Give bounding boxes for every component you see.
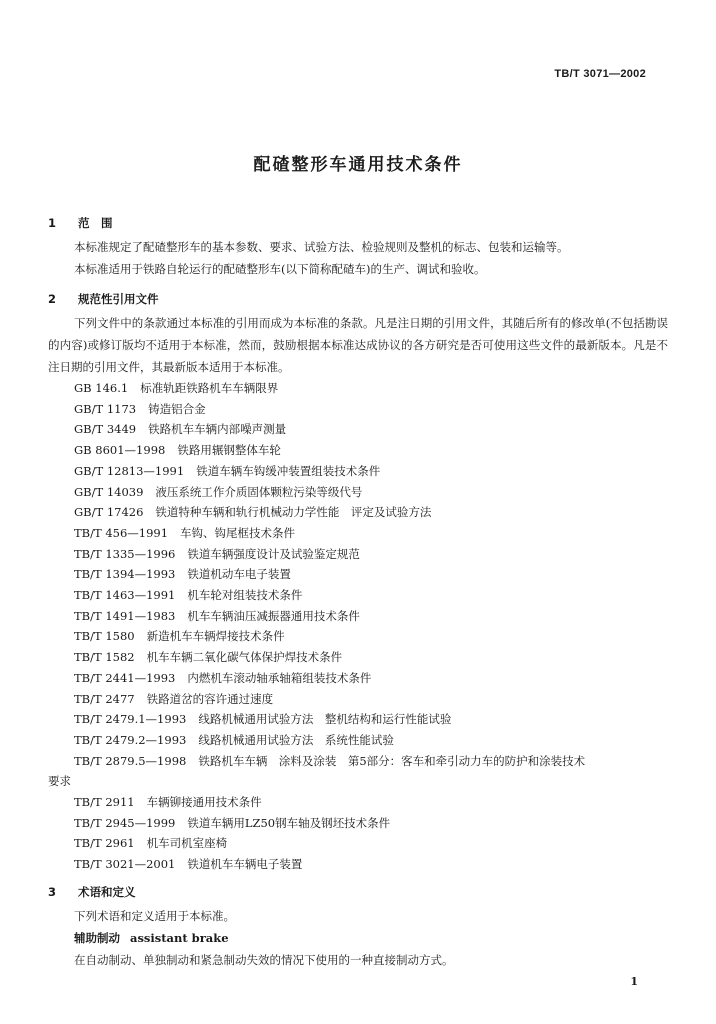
reference-item — [48, 419, 668, 440]
reference-item — [48, 813, 668, 834]
reference-code: GB 146.1 — [74, 381, 129, 395]
section-1-heading — [48, 212, 668, 234]
reference-title: 铁道车辆强度设计及试验鉴定规范 — [187, 546, 360, 561]
reference-code: TB/T 1394—1993 — [74, 567, 176, 582]
reference-item — [48, 564, 668, 585]
reference-code: GB 8601—1998 — [74, 443, 166, 458]
reference-code: TB/T 1335—1996 — [74, 546, 176, 561]
reference-title: 铸造铝合金 — [148, 401, 206, 416]
reference-item — [48, 730, 668, 751]
reference-list — [48, 378, 668, 875]
reference-title: 铁路道岔的容许通过速度 — [146, 691, 274, 706]
reference-item — [48, 689, 668, 710]
reference-item — [48, 378, 668, 399]
reference-code: TB/T 1491—1983 — [74, 608, 176, 623]
reference-code: TB/T 2479.1—1993 — [74, 712, 187, 727]
reference-title: 线路机械通用试验方法 整机结构和运行性能试验 — [198, 712, 452, 727]
reference-title: 机车车辆油压减振器通用技术条件 — [187, 608, 360, 623]
reference-code: TB/T 1582 — [74, 650, 135, 665]
reference-item — [48, 461, 668, 482]
section-2-heading — [48, 288, 668, 310]
reference-title: 铁道机动车电子装置 — [187, 567, 291, 582]
reference-title: 铁道车辆车钩缓冲装置组装技术条件 — [196, 463, 381, 478]
reference-title-tail: 要求 — [48, 774, 71, 789]
reference-item — [48, 440, 668, 461]
reference-title: 车钩、钩尾框技术条件 — [180, 525, 296, 540]
reference-code: GB/T 17426 — [74, 505, 144, 520]
section-title: 范 围 — [78, 216, 113, 230]
paragraph: 本标准适用于铁路自轮运行的配碴整形车(以下简称配碴车)的生产、调试和验收。 — [74, 262, 486, 276]
reference-item — [48, 854, 668, 875]
term-entry — [48, 927, 668, 949]
paragraph: 本标准规定了配碴整形车的基本参数、要求、试验方法、检验规则及整机的标志、包装和运输等。 — [74, 240, 569, 254]
standard-code: TB/T 3071—2002 — [554, 68, 646, 80]
reference-code: TB/T 456—1991 — [74, 525, 169, 540]
reference-title: 铁道车辆用LZ50钢车轴及钢坯技术条件 — [187, 815, 391, 830]
reference-title: 标准轨距铁路机车车辆限界 — [140, 381, 279, 395]
term-english: assistant brake — [130, 930, 229, 945]
section-number: 2 — [48, 292, 57, 306]
reference-title: 铁路机车车辆 涂料及涂装 第5部分：客车和牵引动力车的防护和涂装技术 — [198, 753, 586, 768]
reference-title: 线路机械通用试验方法 系统性能试验 — [198, 732, 394, 747]
section-number: 1 — [48, 216, 57, 230]
reference-item — [48, 399, 668, 420]
reference-title: 机车轮对组装技术条件 — [187, 588, 303, 603]
reference-item — [48, 606, 668, 627]
reference-title: 液压系统工作介质固体颗粒污染等级代号 — [155, 484, 363, 499]
reference-code: GB/T 14039 — [74, 484, 144, 499]
reference-title: 车辆铆接通用技术条件 — [146, 795, 262, 810]
reference-code: TB/T 1463—1991 — [74, 588, 176, 603]
reference-item — [48, 833, 668, 854]
reference-title: 新造机车车辆焊接技术条件 — [146, 629, 285, 644]
section-number: 3 — [48, 884, 57, 899]
reference-item — [48, 709, 668, 730]
reference-code: TB/T 1580 — [74, 629, 135, 644]
section-title: 术语和定义 — [78, 884, 136, 899]
reference-item — [48, 647, 668, 668]
page-number: 1 — [630, 975, 638, 988]
reference-item — [48, 523, 668, 544]
reference-code: GB/T 3449 — [74, 422, 137, 437]
reference-code: GB/T 12813—1991 — [74, 463, 185, 478]
reference-item — [48, 792, 668, 813]
reference-item — [48, 585, 668, 606]
reference-item — [48, 668, 668, 689]
term-chinese: 辅助制动 — [74, 930, 120, 945]
reference-title: 铁路用辗钢整体车轮 — [177, 443, 281, 458]
document-body — [48, 212, 668, 971]
reference-code: TB/T 2479.2—1993 — [74, 732, 187, 747]
reference-code: TB/T 2911 — [74, 795, 135, 810]
reference-code: GB/T 1173 — [74, 401, 137, 416]
reference-code: TB/T 2441—1993 — [74, 670, 176, 685]
reference-title: 机车车辆二氧化碳气体保护焊技术条件 — [146, 650, 343, 665]
reference-item-continuation — [48, 771, 668, 792]
reference-code: TB/T 2945—1999 — [74, 815, 176, 830]
paragraph: 下列文件中的条款通过本标准的引用而成为本标准的条款。凡是注日期的引用文件，其随后所有的修改单(不包括勘误的内容)或修订版均不适用于本标准，然而，鼓励根据本标准达成协议的各方研究是否可使用这些文件的最新版本。凡是不注日期的引用文件，其最新版本适用于本标准。 — [48, 316, 668, 374]
reference-code: TB/T 2961 — [74, 836, 135, 851]
reference-code: TB/T 3021—2001 — [74, 857, 176, 872]
section-3-heading — [48, 881, 668, 903]
reference-title: 内燃机车滚动轴承轴箱组装技术条件 — [187, 670, 372, 685]
document-title: 配碴整形车通用技术条件 — [253, 155, 463, 175]
reference-code: TB/T 2879.5—1998 — [74, 753, 187, 768]
reference-code: TB/T 2477 — [74, 691, 135, 706]
reference-item — [48, 544, 668, 565]
reference-item — [48, 751, 668, 772]
reference-item — [48, 482, 668, 503]
paragraph: 下列术语和定义适用于本标准。 — [74, 908, 235, 923]
section-title: 规范性引用文件 — [78, 292, 159, 306]
reference-title: 铁路机车车辆内部噪声测量 — [148, 422, 287, 437]
reference-title: 机车司机室座椅 — [146, 836, 228, 851]
reference-title: 铁道机车车辆电子装置 — [187, 857, 303, 872]
reference-item — [48, 626, 668, 647]
reference-item — [48, 502, 668, 523]
term-definition: 在自动制动、单独制动和紧急制动失效的情况下使用的一种直接制动方式。 — [74, 952, 454, 967]
reference-title: 铁道特种车辆和轨行机械动力学性能 评定及试验方法 — [155, 505, 432, 520]
